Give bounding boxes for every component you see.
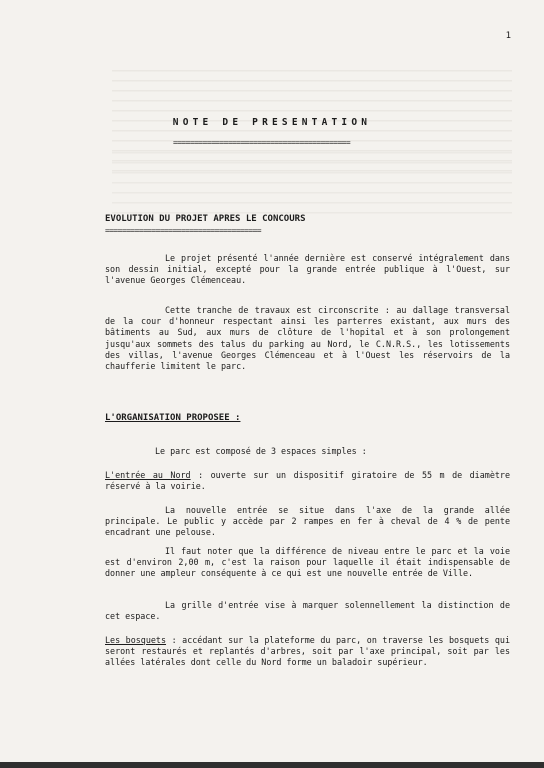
paragraph-text: Le projet présenté l'année dernière est conservé intégralement dans son dessin initial, excepté pour la grande entrée publique à l'Ouest, sur l'avenue Georges Clémenceau.	[105, 253, 510, 286]
paragraph-text: Cette tranche de travaux est circonscrite : au dallage transversal de la cour d'honneur respectant ainsi les parterres existant, aux murs des bâtiments au Sud, aux murs de clôture de l'hopital et à son prolongement jusqu'aux sommets des talus du parking au Nord, le C.N.R.S., les lotissements des villas, l'avenue Georges Clémenceau et à l'Ouest les réservoirs de la chaufferie limitent le parc.	[105, 305, 510, 372]
paragraph-tranche	[105, 305, 510, 372]
paragraph-bosquets	[105, 635, 510, 669]
page-title: NOTE DE PRESENTATION	[172, 117, 372, 128]
paragraph-text: Il faut noter que la différence de niveau entre le parc et la voie est d'environ 2,00 m, c'est la raison pour laquelle il était indispensable de donner une ampleur conséquente à ce qui est une nouvelle entrée de Ville.	[105, 546, 510, 579]
section-rule-evolution: =====================================	[105, 226, 262, 235]
entree-nord-label: L'entrée au Nord	[105, 470, 191, 480]
page-number: 1	[505, 31, 511, 41]
title-underline: ==========================================	[173, 138, 351, 147]
paragraph-nouvelle-entree	[105, 505, 510, 539]
paragraph-grille	[105, 600, 510, 622]
scan-edge-shadow	[0, 762, 544, 768]
paragraph-text: : ouverte sur un dispositif giratoire de 55 m de diamètre réservé à la voirie.	[105, 470, 510, 492]
paragraph-projet	[105, 253, 510, 287]
paragraph-text: : accédant sur la plateforme du parc, on traverse les bosquets qui seront restaurés et replantés d'arbres, soit par l'axe principal, soit par les allées latérales dont celle du Nord forme un baladoir supérieur.	[105, 635, 511, 668]
bleed-through-shadow	[112, 152, 512, 222]
paragraph-text: La grille d'entrée vise à marquer solennellement la distinction de cet espace.	[105, 600, 510, 622]
section-heading-evolution: EVOLUTION DU PROJET APRES LE CONCOURS	[105, 214, 306, 224]
section-heading-organisation	[105, 413, 240, 423]
paragraph-text: La nouvelle entrée se situe dans l'axe de la grande allée principale. Le public y accède par 2 rampes en fer à cheval de 4 % de pente encadrant une pelouse.	[105, 505, 510, 538]
paragraph-text: Le parc est composé de 3 espaces simples :	[155, 446, 367, 456]
paragraph-niveau	[105, 546, 510, 580]
paragraph-intro	[155, 446, 495, 457]
bosquets-label: Les bosquets	[105, 635, 167, 645]
heading-text: L'ORGANISATION PROPOSEE :	[105, 413, 241, 423]
paragraph-entree-nord	[105, 470, 510, 492]
